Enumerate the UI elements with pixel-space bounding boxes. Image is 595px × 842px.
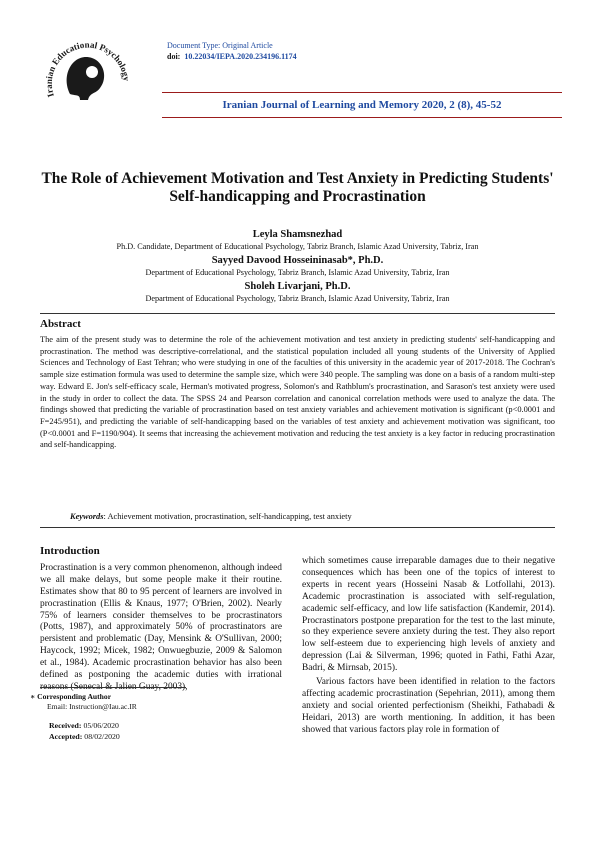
journal-title: Iranian Journal of Learning and Memory 2020, 2 (8), 45-52 — [222, 99, 502, 111]
left-column — [40, 546, 282, 694]
author-affiliation: Ph.D. Candidate, Department of Educational Psychology, Tabriz Branch, Islamic Azad University, Tabriz, Iran — [116, 242, 479, 251]
abstract-heading: Abstract — [40, 318, 81, 330]
body-paragraph: Various factors have been identified in relation to the factors affecting academic procrastination (Sepehrian, 2011), among them anxiety and social oriented perfectionism (Sheikhi, Fathabadi & Heidari, 2013) are worth mentioning. In addition, it has been showed that various factors play role in formation of — [302, 677, 555, 735]
received-date: 05/06/2020 — [83, 721, 119, 730]
footnote-rule — [40, 687, 186, 688]
document-type: Document Type: Original Article — [167, 41, 273, 50]
keywords-list: : Achievement motivation, procrastination, self-handicapping, test anxiety — [103, 512, 352, 521]
doi-label: doi: — [167, 52, 181, 61]
author-name: Leyla Shamsnezhad — [252, 229, 343, 240]
corresponding-email[interactable]: Email: Instruction@Iau.ac.IR — [47, 702, 137, 711]
journal-banner — [162, 92, 562, 118]
doi[interactable] — [167, 52, 297, 61]
accepted-date: 08/02/2020 — [84, 731, 120, 741]
journal-logo — [40, 34, 136, 130]
received-label: Received: — [49, 721, 82, 730]
author-affiliation: Department of Educational Psychology, Tabriz Branch, Islamic Azad University, Tabriz, Iran — [145, 294, 450, 303]
journal-rule-bottom — [162, 117, 562, 118]
paper-title: The Role of Achievement Motivation and Test Anxiety in Predicting Students' Self-handicapping and Procrastination — [41, 170, 554, 205]
abstract-divider-bottom — [40, 527, 555, 528]
doi-value[interactable]: 10.22034/IEPA.2020.234196.1174 — [184, 52, 297, 61]
keywords-label: Keywords — [70, 512, 104, 521]
corresponding-footnote — [30, 692, 137, 712]
corresponding-label: Corresponding Author — [37, 692, 112, 701]
journal-rule-top — [162, 92, 562, 93]
accepted-label: Accepted: — [49, 731, 83, 741]
author-name: Sholeh Livarjani, Ph.D. — [244, 281, 351, 292]
keywords — [70, 512, 352, 521]
right-column — [302, 556, 555, 737]
abstract-text: The aim of the present study was to determine the role of the achievement motivation and test anxiety in predicting students' self-handicapping and procrastination. The method was descriptive-correlational, and the statistical population included all young students of the University of Applied Sciences and Technology of East Tehran; who were studying in one of the faculties of this university in the academic year of 2017-2018. The Cochran's sample size estimation formula was used to determine the sample size, which were 340 people. The sampling was done on a basis of a random multi-step way. Edward E. Jon's self-efficacy scale, Herman's motivated progress, Solomon's and Rathblum's procrastination, and Sarason's test anxiety were used in the study in order to collect the data. The SPSS 24 and Pearson correlation and canonical correlation methods were used to analyze the data. The findings showed that predicting the variable of procrastination based on test anxiety variables and achievement motivation is significant (p<0.0001 and F=245/951), and predicting the variable of self-handicapping based on the variables of test anxiety and achievement motivation was significant, too (P<0.0001 and F=1190/904). It seems that increasing the achievement motivation and reducing the test anxiety is a key factor in reducing procrastination and self-handicapping. — [40, 335, 555, 450]
logo-text: Iranian Educational Psychology — [43, 39, 132, 99]
author-affiliation: Department of Educational Psychology, Tabriz Branch, Islamic Azad University, Tabriz, Iran — [145, 268, 450, 277]
footnote-marker: ∗ — [30, 692, 38, 701]
author-name: Sayyed Davood Hosseininasab*, Ph.D. — [211, 255, 384, 266]
body-paragraph: which sometimes cause irreparable damages due to their negative consequences which has been one of the topics of interest to experts in recent years (Hosseini Nasab & Lotfollahi, 2013). Academic procrastination is associated with self-regulation, academic self-efficacy, and low life satisfaction (Kandemir, 2014). Procrastinators postpone preparation for the test to the last minute, so they experience severe anxiety during the test. They also report low self-esteem due to experiencing high levels of anxiety and depression (Lai & Silverman, 1996; quoted in Fathi, Fathi Azar, Badri, & Mirnsab, 2015). — [302, 556, 555, 674]
introduction-heading: Introduction — [40, 545, 100, 557]
abstract-divider-top — [40, 313, 555, 314]
intro-paragraph: Procrastination is a very common phenomenon, although indeed we all make delays, but some people make it their routine. Estimates show that 80 to 95 percent of learners are involved in procrastination (Ellis & Knaus, 1977; O'Brien, 2002). Nearly 75% of learners consider themselves to be procrastinators (Potts, 1987), and approximately 50% of procrastinators are persistent and problematic (Day, Mensink & O'Sullivan, 2000; Haycock, 1992; Micek, 1982; Onwuegbuzie, 2009 & Salomon et al., 1984). Academic procrastination behavior has also been defined as postponing the academic duties with irrational reasons (Senecal & Jalien Guay, 2003), — [40, 562, 282, 692]
submission-dates — [49, 721, 120, 743]
author-block — [40, 228, 555, 306]
